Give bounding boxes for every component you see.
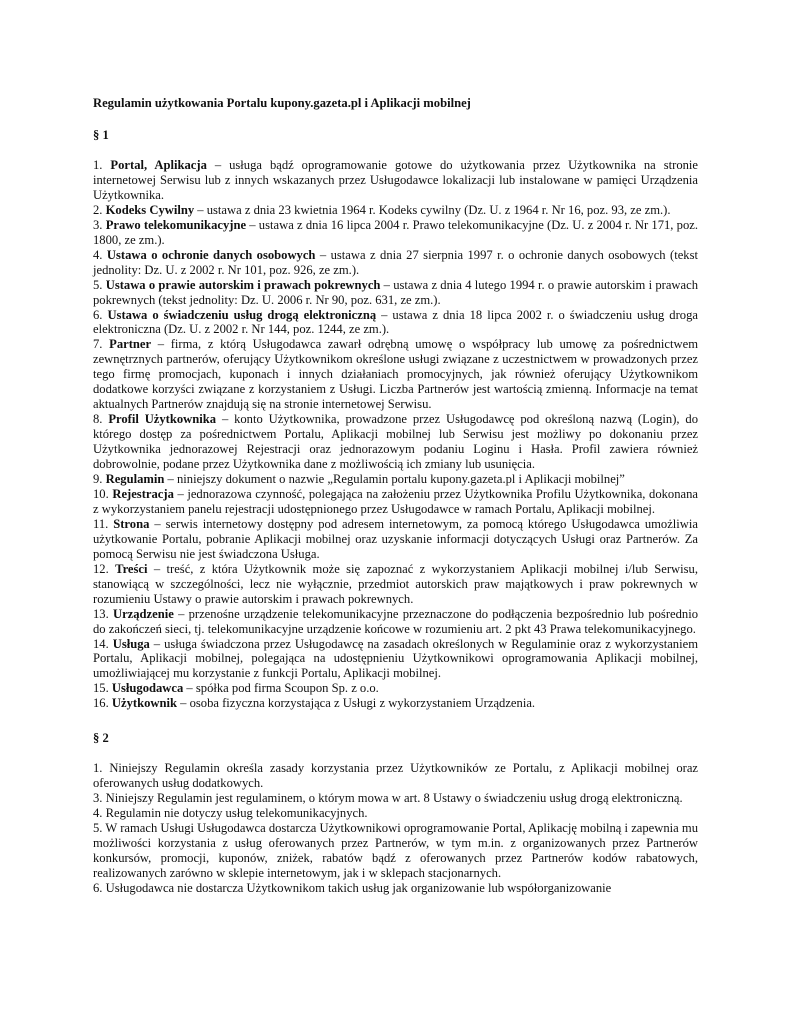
item-number: 12. (93, 561, 109, 576)
section-heading-2: § 2 (93, 731, 109, 746)
item-term: Treści (115, 561, 148, 576)
definition-item (93, 517, 698, 562)
item-text: – ustawa z dnia 4 lutego 1994 r. o prawie autorskim i prawach pokrewnych (tekst jednolity: Dz. U. 2006 r. Nr 90, poz. 631, ze zm.). (93, 277, 698, 307)
definition-item (93, 278, 698, 308)
item-number: 6. (93, 307, 103, 322)
item-number: 8. (93, 412, 103, 427)
definition-item (93, 248, 698, 278)
item-text: – ustawa z dnia 16 lipca 2004 r. Prawo telekomunikacyjne (Dz. U. z 2004 r. Nr 171, poz. 1800, ze zm.). (93, 217, 699, 247)
item-term: Ustawa o świadczeniu usług drogą elektroniczną (107, 307, 377, 322)
item-number: 9. (93, 472, 103, 487)
item-text: Niniejszy Regulamin określa zasady korzystania przez Użytkowników ze Portalu, z Aplikacji mobilnej oraz oferowanych usług dodatkowych. (93, 761, 698, 791)
item-text: – konto Użytkownika, prowadzone przez Usługodawcę pod określoną nazwą (Login), do którego dostęp za pośrednictwem Portalu, Aplikacji mobilnej lub Serwisu jest możliwy po dokonaniu przez Użytkownika jednorazowej Rejestracji oraz jednorazowym podaniu Loginu i Hasła. Profil zawiera również dobrowolnie, podane przez Użytkownika dane z możliwością ich zmiany lub usunięcia. (93, 412, 698, 472)
item-number: 4. (93, 806, 103, 821)
definition-item (93, 472, 698, 487)
definition-item (93, 761, 698, 791)
definition-item (93, 487, 698, 517)
item-number: 11. (93, 516, 109, 531)
item-text: – ustawa z dnia 27 sierpnia 1997 r. o ochronie danych osobowych (tekst jednolity: Dz. U. z 2002 r. Nr 101, poz. 926, ze zm.). (93, 247, 698, 277)
item-term: Prawo telekomunikacyjne (105, 217, 247, 232)
item-text: Usługodawca nie dostarcza Użytkownikom takich usług jak organizowanie lub współorganizowanie (102, 880, 612, 895)
definition-item (93, 806, 698, 821)
item-number: 13. (93, 606, 109, 621)
item-text: – serwis internetowy dostępny pod adresem internetowym, za pomocą którego Usługodawca umożliwia użytkowanie Portalu, pobranie Aplikacji mobilnej oraz uzyskanie informacji dotyczących Usługi oraz Partnerów. Za pomocą Serwisu nie jest świadczona Usługa. (93, 516, 698, 561)
item-term: Strona (113, 516, 150, 531)
item-text: W ramach Usługi Usługodawca dostarcza Użytkownikowi oprogramowanie Portal, Aplikację mobilną i zapewnia mu możliwości korzystania z usług oferowanych przez Partnerów, w tym m.in. z organizowanych przez Partnerów konkursów, promocji, kuponów, zniżek, rabatów bądź z oferowanych przez Partnerów kodów rabatowych, realizowanych zarówno w sklepie internetowym, jak i w sklepach stacjonarnych. (93, 821, 698, 880)
item-term: Kodeks Cywilny (105, 202, 195, 217)
item-term: Usługa (112, 636, 150, 651)
item-number: 5. (93, 277, 103, 292)
section-1-body (93, 158, 698, 711)
item-term: Usługodawca (111, 681, 184, 696)
item-text: – firma, z którą Usługodawca zawarł odrębną umowę o współpracy lub umowę za pośrednictwem zewnętrznych partnerów, oferujący Użytkownikom określone usługi związane z uczestnictwem w prowadzonych przez tego firmę promocjach, kuponach i innych działaniach promocyjnych, jak również oferujący Użytkownikom dodatkowe korzyści związane z korzystaniem z Usługi. Liczba Partnerów jest wartością zmienną. Informacje na temat aktualnych Partnerów znajdują się na stronie internetowej Serwisu. (93, 337, 698, 412)
definition-item (93, 562, 698, 607)
item-term: Ustawa o ochronie danych osobowych (106, 247, 316, 262)
definition-item (93, 412, 698, 472)
item-text: – usługa bądź oprogramowanie gotowe do użytkowania przez Użytkownika na stronie internetowej Serwisu lub z innych wskazanych przez Usługodawce lokalizacji lub instalowane w pamięci Urządzenia Użytkownika. (93, 158, 699, 202)
definition-item (93, 337, 698, 412)
item-term: Użytkownik (111, 696, 177, 711)
definition-item (93, 696, 698, 711)
item-number: 1. (93, 158, 103, 172)
item-text: – spółka pod firma Scoupon Sp. z o.o. (183, 681, 379, 696)
item-number: 3. (93, 791, 103, 806)
item-number: 10. (93, 486, 109, 501)
definition-item (93, 681, 698, 696)
item-number: 5. (93, 821, 103, 836)
section-2-body (93, 761, 698, 896)
item-number: 16. (93, 696, 109, 711)
item-term: Partner (109, 337, 152, 352)
item-number: 15. (93, 681, 109, 696)
document-title: Regulamin użytkowania Portalu kupony.gazeta.pl i Aplikacji mobilnej (93, 96, 471, 110)
item-text: – osoba fizyczna korzystająca z Usługi z wykorzystaniem Urządzenia. (176, 696, 536, 711)
item-text: Niniejszy Regulamin jest regulaminem, o którym mowa w art. 8 Ustawy o świadczeniu usług drogą elektroniczną. (102, 791, 683, 806)
definition-item (93, 637, 698, 682)
definition-item (93, 881, 698, 896)
item-text: – usługa świadczona przez Usługodawcę na zasadach określonych w Regulaminie oraz z wykorzystaniem Portalu, Aplikacji mobilnej, polegająca na udostępnieniu Użytkownikowi oprogramowania Aplikacji mobilnej, umożliwiającej mu korzystanie z funkcji Portalu, Aplikacji mobilnej. (93, 636, 698, 681)
item-term: Rejestracja (112, 486, 174, 501)
item-term: Urządzenie (112, 606, 174, 621)
item-term: Portal, Aplikacja (110, 158, 207, 172)
definition-item (93, 308, 698, 338)
item-number: 14. (93, 636, 109, 651)
item-text: – jednorazowa czynność, polegająca na założeniu przez Użytkownika Profilu Użytkownika, dokonana z wykorzystaniem panelu rejestracji udostępnionego przez Usługodawce w ramach Portalu, Aplikacji mobilnej. (93, 486, 698, 516)
definition-item (93, 821, 698, 881)
item-text: – przenośne urządzenie telekomunikacyjne przeznaczone do podłączenia bezpośrednio lub pośrednio do zakończeń sieci, tj. telekomunikacyjne urządzenie końcowe w rozumieniu art. 2 pkt 43 Prawa telekomunikacyjnego. (93, 606, 698, 636)
item-text: Regulamin nie dotyczy usług telekomunikacyjnych. (102, 806, 368, 821)
definition-item (93, 158, 698, 203)
item-number: 6. (93, 880, 103, 895)
item-text: – niniejszy dokument o nazwie „Regulamin portalu kupony.gazeta.pl i Aplikacji mobilnej” (164, 472, 625, 487)
item-term: Regulamin (105, 472, 165, 487)
section-heading-1: § 1 (93, 128, 109, 142)
item-term: Ustawa o prawie autorskim i prawach pokrewnych (105, 277, 381, 292)
definition-item (93, 218, 698, 248)
item-number: 4. (93, 247, 103, 262)
item-number: 1. (93, 761, 103, 776)
item-number: 3. (93, 217, 103, 232)
item-term: Profil Użytkownika (108, 412, 217, 427)
definition-item (93, 607, 698, 637)
definition-item (93, 791, 698, 806)
item-text: – ustawa z dnia 23 kwietnia 1964 r. Kodeks cywilny (Dz. U. z 1964 r. Nr 16, poz. 93, ze zm.). (194, 202, 671, 217)
definition-item (93, 203, 698, 218)
item-text: – treść, z która Użytkownik może się zapoznać z wykorzystaniem Aplikacji mobilnej i/lub Serwisu, stanowiącą w szczególności, lecz nie wyłącznie, przedmiot autorskich praw majątkowych i praw pokrewnych w rozumieniu Ustawy o prawie autorskim i prawach pokrewnych. (93, 561, 698, 606)
item-number: 7. (93, 337, 103, 352)
item-text: – ustawa z dnia 18 lipca 2002 r. o świadczeniu usług droga elektroniczna (Dz. U. z 2002 r. Nr 144, poz. 1244, ze zm.). (93, 307, 698, 337)
item-number: 2. (93, 202, 103, 217)
